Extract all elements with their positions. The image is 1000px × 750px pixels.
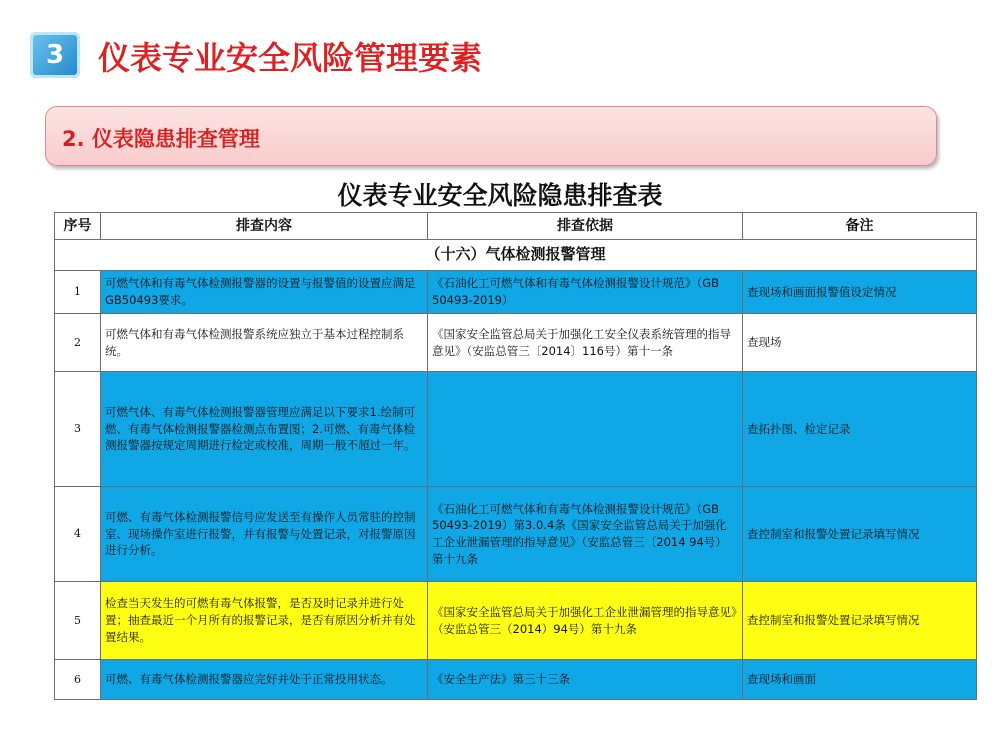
section-title: 2. 仪表隐患排查管理 (62, 127, 260, 151)
row-no: 1 (55, 271, 101, 314)
subheading-row (55, 240, 977, 271)
row-basis: 《安全生产法》第三十三条 (428, 660, 743, 700)
table-row (55, 582, 977, 660)
row-basis (428, 372, 743, 487)
col-header-content: 排查内容 (101, 213, 428, 240)
row-content: 可燃、有毒气体检测报警信号应发送至有操作人员常驻的控制室、现场操作室进行报警，并有报警与处置记录，对报警原因进行分析。 (101, 487, 428, 582)
row-content: 可燃、有毒气体检测报警器应完好并处于正常投用状态。 (101, 660, 428, 700)
page-title: 仪表专业安全风险管理要素 (98, 39, 483, 77)
table-row (55, 660, 977, 700)
row-no: 6 (55, 660, 101, 700)
row-content: 可燃气体和有毒气体检测报警系统应独立于基本过程控制系统。 (101, 314, 428, 372)
table-title: 仪表专业安全风险隐患排查表 (337, 181, 663, 210)
col-header-basis: 排查依据 (428, 213, 743, 240)
row-remark: 查控制室和报警处置记录填写情况 (743, 487, 977, 582)
row-content: 可燃气体、有毒气体检测报警器管理应满足以下要求1.绘制可燃、有毒气体检测报警器检测点布置图；2.可燃、有毒气体检测报警器按规定周期进行检定或校准，周期一般不超过一年。 (101, 372, 428, 487)
subheading: （十六）气体检测报警管理 (55, 240, 977, 271)
row-remark: 查拓扑图、检定记录 (743, 372, 977, 487)
row-no: 2 (55, 314, 101, 372)
row-remark: 查控制室和报警处置记录填写情况 (743, 582, 977, 660)
row-content: 可燃气体和有毒气体检测报警器的设置与报警值的设置应满足GB50493要求。 (101, 271, 428, 314)
row-basis: 《国家安全监管总局关于加强化工安全仪表系统管理的指导意见》（安监总管三〔2014〕116号）第十一条 (428, 314, 743, 372)
table-row (55, 487, 977, 582)
row-remark: 查现场和画面 (743, 660, 977, 700)
row-no: 4 (55, 487, 101, 582)
row-basis: 《石油化工可燃气体和有毒气体检测报警设计规范》（GB 50493-2019） (428, 271, 743, 314)
row-remark: 查现场和画面报警值设定情况 (743, 271, 977, 314)
row-basis: 《国家安全监管总局关于加强化工企业泄漏管理的指导意见》（安监总管三（2014）94号）第十九条 (428, 582, 743, 660)
row-no: 5 (55, 582, 101, 660)
col-header-remark: 备注 (743, 213, 977, 240)
col-header-no: 序号 (55, 213, 101, 240)
section-number-badge: 3 (30, 32, 80, 78)
row-content: 检查当天发生的可燃有毒气体报警，是否及时记录并进行处置；抽查最近一个月所有的报警记录，是否有原因分析并有处置结果。 (101, 582, 428, 660)
row-basis: 《石油化工可燃气体和有毒气体检测报警设计规范》（GB 50493-2019）第3.0.4条《国家安全监管总局关于加强化工企业泄漏管理的指导意见》（安监总管三〔2014 94号）第十九条 (428, 487, 743, 582)
table-header-row (55, 213, 977, 240)
table-row (55, 314, 977, 372)
inspection-table (54, 212, 977, 700)
row-remark: 查现场 (743, 314, 977, 372)
table-row (55, 271, 977, 314)
table-row (55, 372, 977, 487)
row-no: 3 (55, 372, 101, 487)
